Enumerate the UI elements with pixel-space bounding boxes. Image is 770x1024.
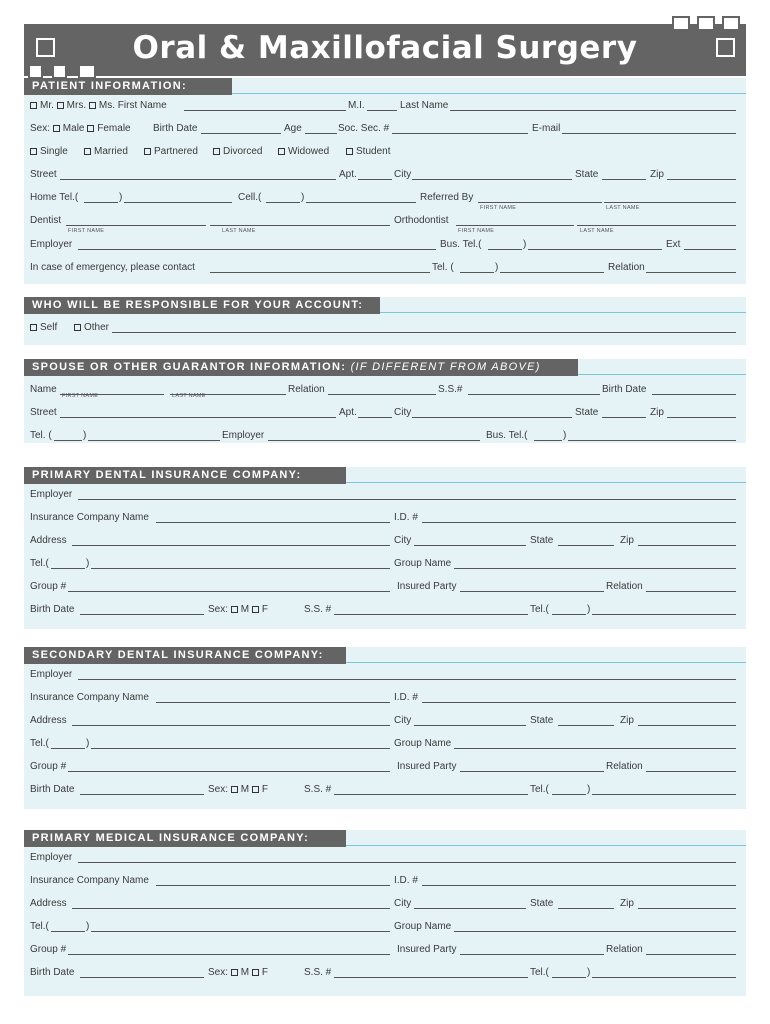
spouse-employer-label: Employer [222,430,265,441]
dentist-first-field[interactable] [66,225,206,226]
spouse-city-label: City [394,407,412,418]
spouse-state-field[interactable] [602,417,646,418]
ins-f-checkbox[interactable] [252,606,259,613]
referred-last-field[interactable] [604,202,736,203]
ins-ss-field[interactable] [334,614,528,615]
employer-field[interactable] [78,249,436,250]
ins-address-field[interactable] [72,545,390,546]
ins-tel2-area-field[interactable] [552,794,586,795]
spouse-tel-label: Tel. ( [30,430,52,441]
ins-relation-field[interactable] [646,771,736,772]
ins-group-name-label: Group Name [394,738,452,749]
emergency-tel-field[interactable] [500,272,604,273]
ins-tel-area-field[interactable] [51,748,85,749]
ins-tel-close: ) [86,921,90,932]
emergency-tel-area-field[interactable] [460,272,494,273]
bus-tel-close: ) [523,239,527,250]
decor-square [672,16,690,31]
ins-birth-date-field[interactable] [80,977,204,978]
ins-group-name-field[interactable] [454,931,736,932]
dentist-last-field[interactable] [210,225,390,226]
last-name-caption: LAST NAME [580,228,614,234]
ortho-first-field[interactable] [456,225,574,226]
ins-group-no-field[interactable] [68,954,390,955]
ins-ss-field[interactable] [334,977,528,978]
ins-tel2-label: Tel.( [530,967,549,978]
home-tel-label: Home Tel.( [30,192,79,203]
spouse-city-field[interactable] [412,417,572,418]
ins-relation-label: Relation [606,761,643,772]
state-label: State [575,169,599,180]
primary-dental-section [24,467,746,629]
ext-field[interactable] [684,249,736,250]
marital-married: Married [84,146,128,158]
marital-partnered: Partnered [144,146,198,158]
ins-f-checkbox[interactable] [252,786,259,793]
ins-address-label: Address [30,715,67,726]
marital-widowed: Widowed [278,146,329,158]
form-title: Oral & Maxillofacial Surgery [132,30,638,66]
ins-group-no-field[interactable] [68,591,390,592]
email-label: E-mail [532,123,561,134]
marital-divorced: Divorced [213,146,262,158]
ins-zip-label: Zip [620,715,634,726]
ins-employer-field[interactable] [78,499,736,500]
other-checkbox[interactable] [74,324,81,331]
ins-city-label: City [394,535,412,546]
section-heading: PRIMARY MEDICAL INSURANCE COMPANY: [24,830,346,847]
ins-group-name-label: Group Name [394,558,452,569]
last-name-caption: LAST NAME [222,228,256,234]
spouse-bus-tel-area-field[interactable] [534,440,562,441]
ins-m-checkbox[interactable] [231,969,238,976]
ins-tel2-area-field[interactable] [552,977,586,978]
section-heading: SPOUSE OR OTHER GUARANTOR INFORMATION: (IF DIFFERENT FROM ABOVE) [24,359,578,376]
cell-field[interactable] [306,202,416,203]
ins-tel2-label: Tel.( [530,784,549,795]
home-tel-area-field[interactable] [84,202,118,203]
ins-ss-label: S.S. # [304,784,332,795]
last-name-caption: LAST NAME [606,205,640,211]
ins-id-label: I.D. # [394,692,418,703]
emergency-relation-label: Relation [608,262,645,273]
ins-sex-options: Sex: M F [208,967,269,978]
ins-birth-date-field[interactable] [80,794,204,795]
ins-birth-date-label: Birth Date [30,784,75,795]
ins-employer-field[interactable] [78,679,736,680]
spouse-ss-field[interactable] [468,394,600,395]
ins-insured-party-field[interactable] [460,591,604,592]
street-label: Street [30,169,57,180]
ins-state-field[interactable] [558,725,614,726]
spouse-ss-label: S.S.# [438,384,463,395]
sex-options: Sex: Male Female [30,123,131,134]
cell-label: Cell.( [238,192,262,203]
ins-company-label: Insurance Company Name [30,692,149,703]
last-name-field[interactable] [450,110,736,111]
ins-address-field[interactable] [72,908,390,909]
last-name-label: Last Name [400,100,449,111]
partnered-checkbox[interactable] [144,148,151,155]
ins-ss-label: S.S. # [304,967,332,978]
male-checkbox[interactable] [53,125,60,132]
ins-tel-close: ) [86,738,90,749]
city-label: City [394,169,412,180]
other-option: Other [74,322,109,334]
ins-zip-field[interactable] [638,908,736,909]
referred-by-label: Referred By [420,192,474,203]
ins-city-field[interactable] [414,725,526,726]
ins-ss-field[interactable] [334,794,528,795]
heading-rule [232,93,746,94]
ins-sex-options: Sex: M F [208,604,269,615]
heading-rule [346,482,746,483]
cell-close: ) [301,192,305,203]
first-name-caption: FIRST NAME [62,393,99,399]
ins-tel2-area-field[interactable] [552,614,586,615]
ins-birth-date-field[interactable] [80,614,204,615]
spouse-apt-label: Apt. [339,407,357,418]
last-name-caption: LAST NAME [172,393,206,399]
ins-state-label: State [530,715,554,726]
ins-group-name-label: Group Name [394,921,452,932]
first-name-caption: FIRST NAME [68,228,105,234]
first-name-field[interactable] [184,110,346,111]
other-field[interactable] [112,332,736,333]
decor-square [52,64,67,79]
ins-id-field[interactable] [422,702,736,703]
ins-insured-party-label: Insured Party [397,761,457,772]
ins-tel2-label: Tel.( [530,604,549,615]
student-checkbox[interactable] [346,148,353,155]
first-name-caption: FIRST NAME [480,205,517,211]
bus-tel-field[interactable] [528,249,662,250]
ins-id-label: I.D. # [394,512,418,523]
email-field[interactable] [562,133,736,134]
ins-tel-area-field[interactable] [51,931,85,932]
ms-checkbox[interactable] [89,102,96,109]
ins-group-no-label: Group # [30,761,67,772]
decor-square [697,16,715,31]
spouse-relation-field[interactable] [328,394,436,395]
ins-address-label: Address [30,898,67,909]
ins-id-field[interactable] [422,885,736,886]
soc-sec-field[interactable] [392,133,528,134]
ins-zip-label: Zip [620,898,634,909]
decor-square [36,38,55,57]
heading-rule [346,662,746,663]
ins-employer-label: Employer [30,489,73,500]
decor-square [78,64,96,79]
ins-company-field[interactable] [156,522,390,523]
age-label: Age [284,123,302,134]
self-option: Self [30,322,57,334]
bus-tel-label: Bus. Tel.( [440,239,482,250]
ins-birth-date-label: Birth Date [30,604,75,615]
heading-rule [380,312,746,313]
female-checkbox[interactable] [87,125,94,132]
age-field[interactable] [305,133,337,134]
ins-tel-field[interactable] [91,748,390,749]
primary-medical-section [24,830,746,996]
ins-tel2-close: ) [587,604,591,615]
home-tel-close: ) [119,192,123,203]
ins-zip-label: Zip [620,535,634,546]
mi-label: M.I. [348,100,365,111]
heading-rule [346,845,746,846]
ins-city-label: City [394,715,412,726]
city-field[interactable] [412,179,572,180]
ins-ss-label: S.S. # [304,604,332,615]
self-checkbox[interactable] [30,324,37,331]
section-heading: SECONDARY DENTAL INSURANCE COMPANY: [24,647,346,664]
ins-state-label: State [530,535,554,546]
state-field[interactable] [602,179,646,180]
spouse-street-field[interactable] [60,417,336,418]
ins-id-field[interactable] [422,522,736,523]
apt-label: Apt. [339,169,357,180]
spouse-zip-field[interactable] [667,417,736,418]
ins-tel-field[interactable] [91,568,390,569]
marital-single: Single [30,146,68,158]
ins-company-field[interactable] [156,702,390,703]
first-name-label: First Name [117,100,167,111]
ins-employer-field[interactable] [78,862,736,863]
emergency-contact-field[interactable] [210,272,430,273]
spouse-zip-label: Zip [650,407,664,418]
cell-area-field[interactable] [266,202,300,203]
orthodontist-label: Orthodontist [394,215,449,226]
marital-student: Student [346,146,390,158]
emergency-label: In case of emergency, please contact [30,262,195,273]
ins-zip-field[interactable] [638,545,736,546]
ins-tel2-field[interactable] [592,614,736,615]
ins-tel-label: Tel.( [30,558,49,569]
spouse-relation-label: Relation [288,384,325,395]
ins-tel-label: Tel.( [30,921,49,932]
ins-tel2-field[interactable] [592,977,736,978]
birth-date-label: Birth Date [153,123,198,134]
ins-tel2-close: ) [587,967,591,978]
ins-city-label: City [394,898,412,909]
ins-sex-options: Sex: M F [208,784,269,795]
ins-tel2-close: ) [587,784,591,795]
emergency-relation-field[interactable] [646,272,736,273]
bus-tel-area-field[interactable] [488,249,522,250]
ins-tel-close: ) [86,558,90,569]
ins-tel2-field[interactable] [592,794,736,795]
section-heading: WHO WILL BE RESPONSIBLE FOR YOUR ACCOUNT: [24,297,380,314]
decor-square [722,16,740,31]
ins-m-checkbox[interactable] [231,786,238,793]
mr-checkbox[interactable] [30,102,37,109]
ins-f-checkbox[interactable] [252,969,259,976]
ins-employer-label: Employer [30,852,73,863]
ins-id-label: I.D. # [394,875,418,886]
zip-label: Zip [650,169,664,180]
street-field[interactable] [60,179,336,180]
referred-first-field[interactable] [478,202,602,203]
section-heading: PRIMARY DENTAL INSURANCE COMPANY: [24,467,346,484]
ins-group-name-field[interactable] [454,748,736,749]
ins-zip-field[interactable] [638,725,736,726]
ins-relation-label: Relation [606,581,643,592]
ext-label: Ext [666,239,681,250]
married-checkbox[interactable] [84,148,91,155]
responsible-section [24,297,746,345]
spouse-tel-field[interactable] [88,440,220,441]
ins-company-label: Insurance Company Name [30,512,149,523]
spouse-bus-tel-label: Bus. Tel.( [486,430,528,441]
ins-address-label: Address [30,535,67,546]
ins-relation-field[interactable] [646,954,736,955]
spouse-street-label: Street [30,407,57,418]
decor-square [28,64,43,79]
first-name-caption: FIRST NAME [458,228,495,234]
spouse-birth-date-label: Birth Date [602,384,647,395]
home-tel-field[interactable] [124,202,232,203]
ins-insured-party-field[interactable] [460,954,604,955]
patient-section [24,78,746,284]
single-checkbox[interactable] [30,148,37,155]
spouse-name-label: Name [30,384,57,395]
ins-state-label: State [530,898,554,909]
spouse-bus-tel-close: ) [563,430,567,441]
ins-company-label: Insurance Company Name [30,875,149,886]
spouse-state-label: State [575,407,599,418]
ins-m-checkbox[interactable] [231,606,238,613]
ortho-last-field[interactable] [577,225,736,226]
soc-sec-label: Soc. Sec. # [338,123,390,134]
ins-company-field[interactable] [156,885,390,886]
ins-state-field[interactable] [558,908,614,909]
ins-birth-date-label: Birth Date [30,967,75,978]
ins-insured-party-field[interactable] [460,771,604,772]
ins-tel-area-field[interactable] [51,568,85,569]
emergency-tel-close: ) [495,262,499,273]
spouse-birth-date-field[interactable] [652,394,736,395]
section-heading: PATIENT INFORMATION: [24,78,232,95]
birth-date-field[interactable] [201,133,281,134]
employer-label: Employer [30,239,73,250]
spouse-tel-close: ) [83,430,87,441]
ins-insured-party-label: Insured Party [397,581,457,592]
zip-field[interactable] [667,179,736,180]
divorced-checkbox[interactable] [213,148,220,155]
ins-employer-label: Employer [30,669,73,680]
decor-square [716,38,735,57]
form-header [24,24,746,76]
ins-tel-field[interactable] [91,931,390,932]
ins-state-field[interactable] [558,545,614,546]
ins-group-name-field[interactable] [454,568,736,569]
ins-group-no-label: Group # [30,581,67,592]
ins-address-field[interactable] [72,725,390,726]
ins-group-no-field[interactable] [68,771,390,772]
emergency-tel-label: Tel. ( [432,262,454,273]
spouse-employer-field[interactable] [268,440,480,441]
ins-relation-field[interactable] [646,591,736,592]
spouse-tel-area-field[interactable] [54,440,82,441]
apt-field[interactable] [358,179,392,180]
ins-group-no-label: Group # [30,944,67,955]
spouse-bus-tel-field[interactable] [568,440,736,441]
ins-city-field[interactable] [414,908,526,909]
ins-relation-label: Relation [606,944,643,955]
heading-rule [578,374,746,375]
spouse-section [24,359,746,443]
ins-tel-label: Tel.( [30,738,49,749]
spouse-apt-field[interactable] [358,417,392,418]
title-options: Mr. Mrs. Ms. First Name [30,100,167,112]
dentist-label: Dentist [30,215,62,226]
ins-city-field[interactable] [414,545,526,546]
widowed-checkbox[interactable] [278,148,285,155]
secondary-dental-section [24,647,746,809]
ins-insured-party-label: Insured Party [397,944,457,955]
mi-field[interactable] [367,110,397,111]
mrs-checkbox[interactable] [57,102,64,109]
